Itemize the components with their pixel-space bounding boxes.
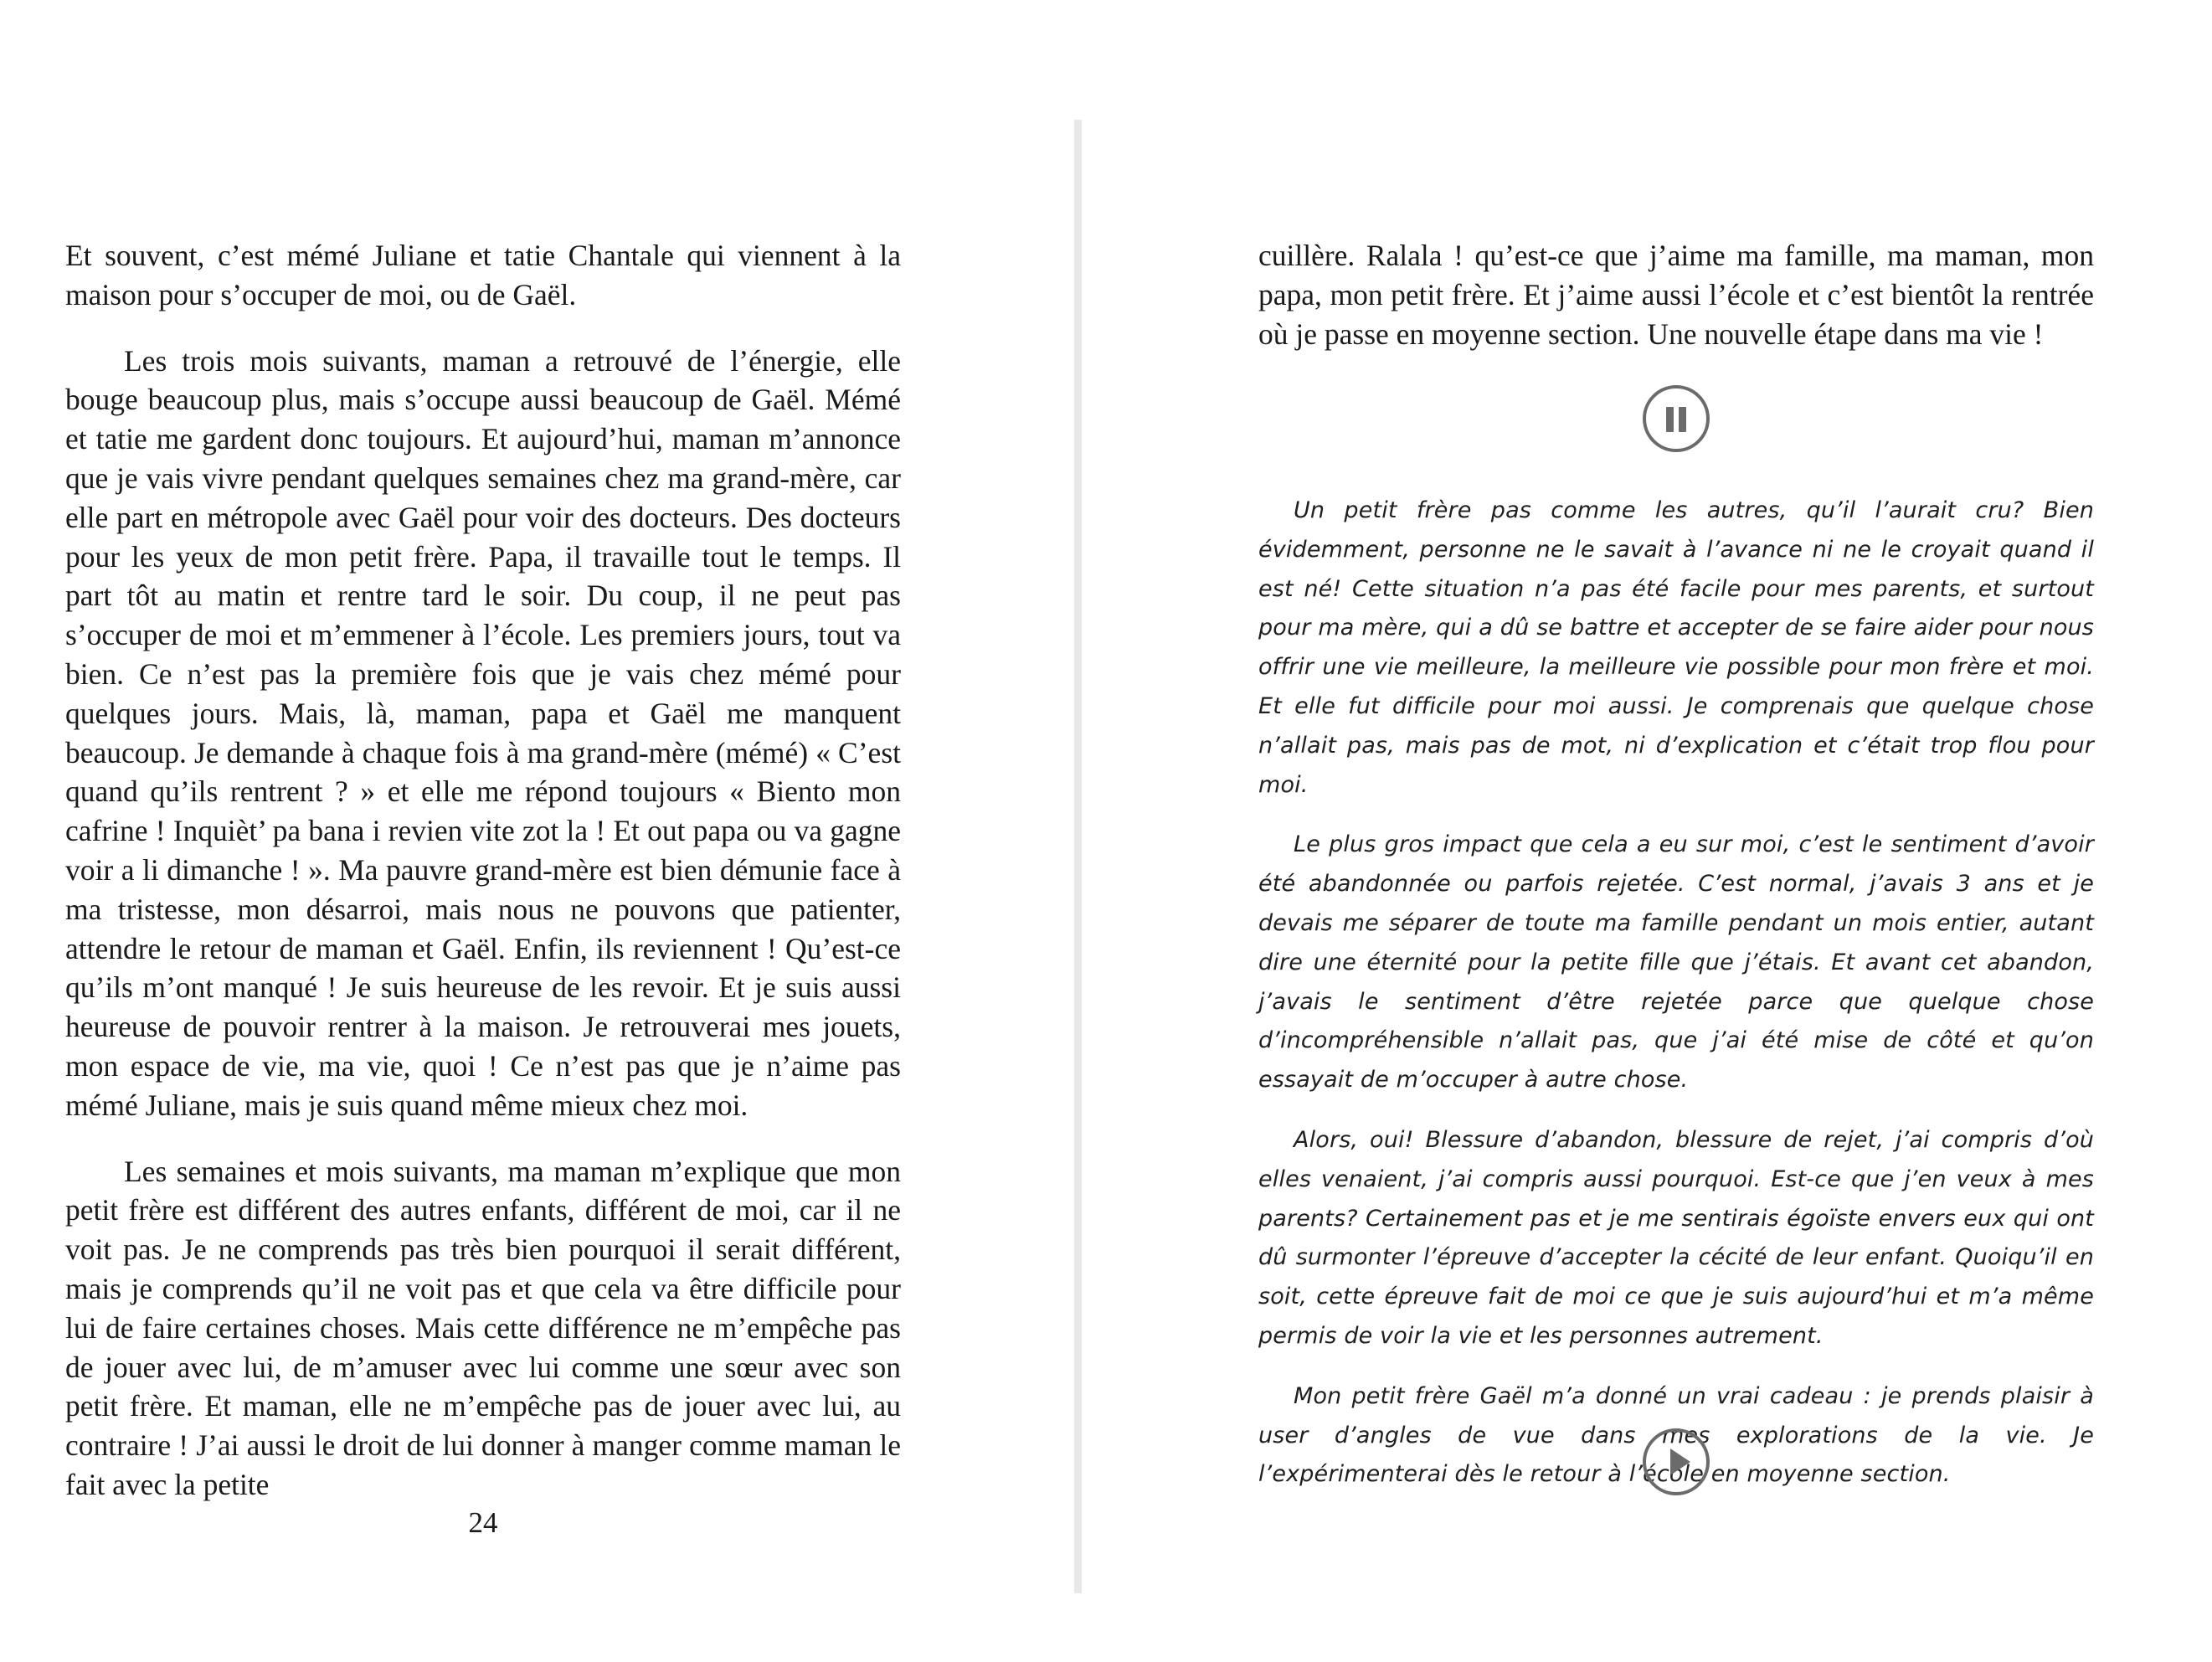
commentary-paragraph: Alors, oui! Blessure d’abandon, blessure de rejet, j’ai compris d’où elles venaient, j’ai compris aussi pourquoi. Est-ce que j’en veux à mes parents? Certainement pas et je me sentirais égoïste envers eux qui ont dû surmonter l’épreuve d’accepter la cécité de leur enfant. Quoiqu’il en soit, cette épreuve fait de moi ce que je suis aujourd’hui et m’a même permis de voir la vie et les personnes autrement. [1258, 1126, 2094, 1349]
page-number: 24 [468, 1506, 498, 1539]
commentary-paragraph: Mon petit frère Gaël m’a donné un vrai cadeau : je prends plaisir à user d’angles de vue dans mes explorations de la vie. Je l’expérimenterai dès le retour à l’école en moyenne section. [1258, 1382, 2094, 1488]
paragraph: Et souvent, c’est mémé Juliane et tatie Chantale qui viennent à la maison pour s’occuper de moi, ou de Gaël. [65, 239, 901, 311]
paragraph: Les semaines et mois suivants, ma maman m’explique que mon petit frère est différent des autres enfants, différent de moi, car il ne voit pas. Je ne comprends pas très bien pourquoi il serait différent, mais je comprends qu’il ne voit pas et que cela va être difficile pour lui de faire certaines choses. Mais cette différence ne m’empêche pas de jouer avec lui, de m’amuser avec lui comme une sœur avec son petit frère. Et maman, elle ne m’empêche pas de jouer avec lui, au contraire ! J’ai aussi le droit de lui donner à manger comme maman le fait avec la petite [65, 1154, 901, 1501]
play-button[interactable] [1643, 1428, 1710, 1495]
commentary-paragraph: Le plus gros impact que cela a eu sur moi, c’est le sentiment d’avoir été abandonnée ou parfois rejetée. C’est normal, j’avais 3 ans et je devais me séparer de toute ma famille pendant un mois entier, autant dire une éternité pour la petite fille que j’étais. Et avant cet abandon, j’avais le sentiment d’être rejetée parce que quelque chose d’incompréhensible n’allait pas, que j’ai été mise de côté et qu’on essayait de m’occuper à autre chose. [1258, 831, 2094, 1093]
commentary-section [1258, 491, 2094, 1495]
paragraph: Les trois mois suivants, maman a retrouvé de l’énergie, elle bouge beaucoup plus, mais s’occupe aussi beaucoup de Gaël. Mémé et tatie me gardent donc toujours. Et aujourd’hui, maman m’annonce que je vais vivre pendant quelques semaines chez ma grand-mère, car elle part en métropole avec Gaël pour voir des docteurs. Des docteurs pour les yeux de mon petit frère. Papa, il travaille tout le temps. Il part tôt au matin et rentre tard le soir. Du coup, il ne peut pas s’occuper de moi et m’emmener à l’école. Les premiers jours, tout va bien. Ce n’est pas la première fois que je vais chez mémé pour quelques jours. Mais, là, maman, papa et Gaël me manquent beaucoup. Je demande à chaque fois à ma grand-mère (mémé) « C’est quand qu’ils rentrent ? » et elle me répond toujours « Biento mon cafrine ! Inquièt’ pa bana i revien vite zot la ! Et out papa ou va gagne voir a li dimanche ! ». Ma pauvre grand-mère est bien démunie face à ma tristesse, mon désarroi, mais nous ne pouvons que patienter, attendre le retour de maman et Gaël. Enfin, ils reviennent ! Qu’est-ce qu’ils m’ont manqué ! Je suis heureuse de les revoir. Et je suis aussi heureuse de pouvoir rentrer à la maison. Je retrouverai mes jouets, mon espace de vie, ma vie, quoi ! Ce n’est pas que je n’aime pas mémé Juliane, mais je suis quand même mieux chez moi. [65, 343, 901, 1122]
left-page [0, 0, 1076, 1662]
commentary-paragraph: Un petit frère pas comme les autres, qu’il l’aurait cru? Bien évidemment, personne ne le savait à l’avance ni ne le croyait quand il est né! Cette situation n’a pas été facile pour mes parents, et surtout pour ma mère, qui a dû se battre et accepter de se faire aider pour nous offrir une vie meilleure, la meilleure vie possible pour mon frère et moi. Et elle fut difficile pour moi aussi. Je comprenais que quelque chose n’allait pas, mais pas de mot, ni d’explication et c’était trop flou pour moi. [1258, 497, 2094, 798]
right-page [1082, 0, 2212, 1662]
play-icon [1670, 1448, 1690, 1475]
paragraph: cuillère. Ralala ! qu’est-ce que j’aime ma famille, ma maman, mon papa, mon petit frère. Et j’aime aussi l’école et c’est bientôt la rentrée où je passe en moyenne section. Une nouvelle étape dans ma vie ! [1258, 239, 2094, 351]
book-gutter-divider [1074, 120, 1082, 1593]
right-page-body [1258, 236, 2094, 353]
pause-button[interactable] [1643, 385, 1710, 452]
left-page-body [65, 236, 901, 1505]
